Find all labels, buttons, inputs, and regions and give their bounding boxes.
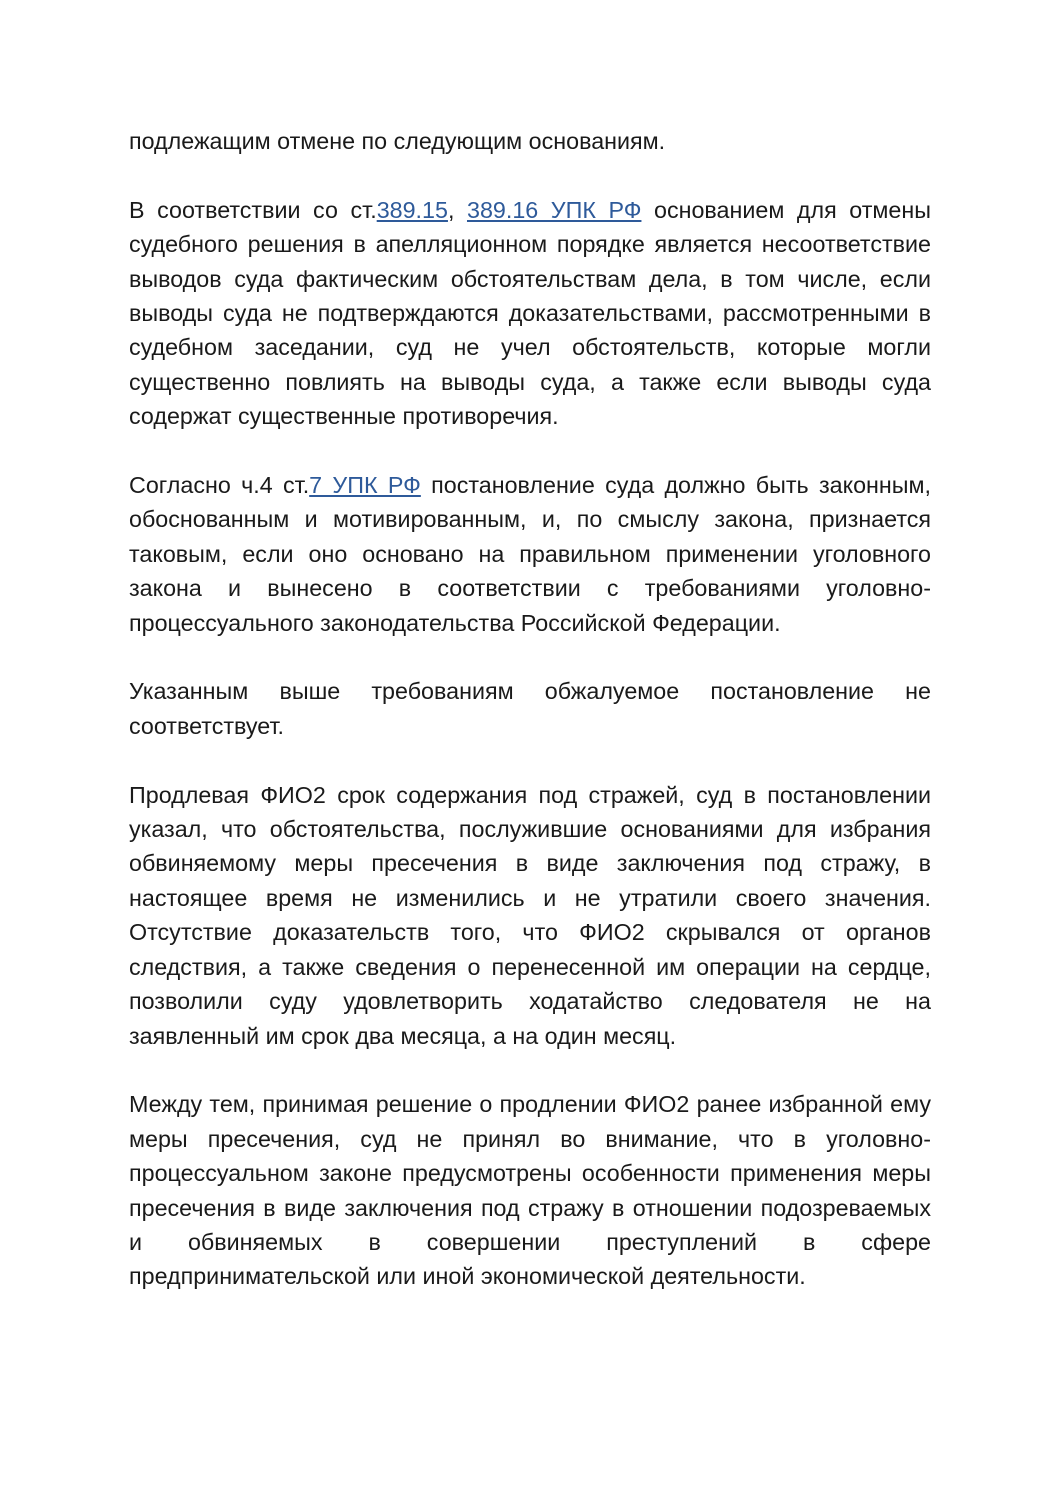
paragraph-economic-crimes: Между тем, принимая решение о продлении ФИО2 ранее избранной ему меры пресечения, суд не принял во внимание, что в уголовно-процессуальном законе предусмотрены особенности применения меры пресечения в виде заключения под стражу в отношении подозреваемых и обвиняемых в совершении преступлений в сфере предпринимательской или иной экономической деятельности. <box>129 1091 931 1290</box>
paragraph-lawfulness <box>129 468 931 640</box>
paragraph-appeal-grounds <box>129 193 931 434</box>
paragraph-court-reasoning: Продлевая ФИО2 срок содержания под стражей, суд в постановлении указал, что обстоятельства, послужившие основаниями для избрания обвиняемому меры пресечения в виде заключения под стражу, в настоящее время не изменились и не утратили своего значения. Отсутствие доказательств того, что ФИО2 скрывался от органов следствия, а также сведения о перенесенной им операции на сердце, позволили суду удовлетворить ходатайство следователя не на заявленный им срок два месяца, а на один месяц. <box>129 781 931 1049</box>
law-link-389-15[interactable]: 389.15 <box>376 196 448 223</box>
paragraph-intro: подлежащим отмене по следующим основаниям. <box>129 128 666 154</box>
paragraph-text-after-link: основанием для отмены судебного решения в апелляционном порядке является несоответствие выводов суда фактическим обстоятельствам дела, в том числе, если выводы суда не подтверждаются доказательствами, рассмотренными в судебном заседании, суд не учел обстоятельств, которые могли существенно повлиять на выводы суда, а также если выводы суда содержат существенные противоречия. <box>129 196 931 430</box>
paragraph-text-before-link: В соответствии со ст. <box>129 196 377 223</box>
paragraph-text-before-link: Согласно ч.4 ст. <box>129 472 310 499</box>
paragraph-noncompliance: Указанным выше требованиям обжалуемое постановление не соответствует. <box>129 678 931 739</box>
document-page <box>129 124 931 1294</box>
link-separator: , <box>447 196 467 223</box>
paragraph-text-after-link: постановление суда должно быть законным, обоснованным и мотивированным, и, по смыслу закона, признается таковым, если оно основано на правильном применении уголовного закона и вынесено в соответствии с требованиями уголовно-процессуального законодательства Российской Федерации. <box>129 472 931 636</box>
law-link-article-7[interactable]: 7 УПК РФ <box>309 472 421 499</box>
law-link-389-16[interactable]: 389.16 УПК РФ <box>466 196 642 223</box>
